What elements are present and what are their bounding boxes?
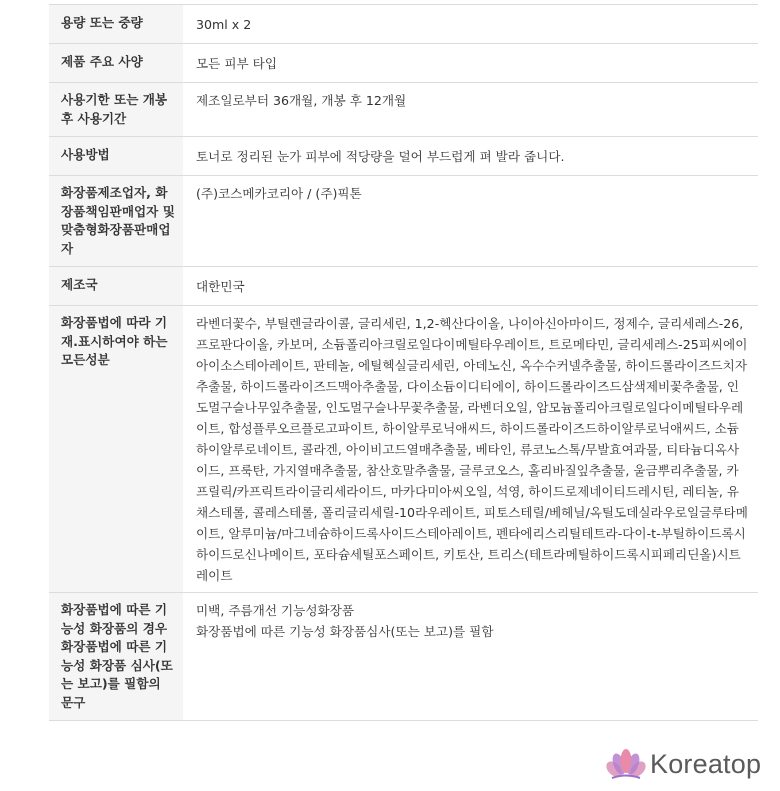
row-value xyxy=(183,5,758,43)
row-value xyxy=(183,593,758,720)
row-value xyxy=(183,137,758,175)
row-value-line: 모든 피부 타입 xyxy=(196,56,277,71)
table-row xyxy=(49,267,758,306)
row-value xyxy=(183,44,758,82)
row-value xyxy=(183,176,758,266)
product-info-table xyxy=(49,4,758,721)
row-label: 제조국 xyxy=(49,267,183,305)
lotus-icon xyxy=(606,747,646,781)
table-row xyxy=(49,306,758,593)
table-row xyxy=(49,83,758,137)
row-value-line: 미백, 주름개선 기능성화장품 xyxy=(196,603,354,618)
row-value-line: 30ml x 2 xyxy=(196,17,252,32)
row-label: 용량 또는 중량 xyxy=(49,5,183,43)
row-value xyxy=(183,267,758,305)
table-row xyxy=(49,137,758,176)
brand-name: Koreatop xyxy=(650,748,762,779)
table-row xyxy=(49,44,758,83)
row-value xyxy=(183,83,758,136)
row-value-line: 토너로 정리된 눈가 피부에 적당량을 덜어 부드럽게 펴 발라 줍니다. xyxy=(196,149,565,164)
table-row xyxy=(49,5,758,44)
row-label: 사용방법 xyxy=(49,137,183,175)
row-value-line: 라벤더꽃수, 부틸렌글라이콜, 글리세린, 1,2-헥산다이올, 나이아신아마이드, 정제수, 글리세레스-26, 프로판다이올, 카보머, 소듐폴리아크릴로일다이메틸타우레이트, 트로메타민, 글리세레스-25피씨에이아이소스테아레이트, 판테놀, 에틸헥실글리세린, 아데노신, 옥수수커넬추출물, 하이드롤라이즈드치자추출물, 하이드롤라이즈드맥아추출물, 다이소듐이디티에이, 하이드롤라이즈드삼색제비꽃추출물, 인도멀구슬나무잎추출물, 인도멀구슬나무꽃추출물, 라벤더오일, 암모늄폴리아크릴로일다이메틸타우레이트, 합성플루오르플로고파이트, 하이알루로닉애씨드, 하이드롤라이즈드하이알루로닉애씨드, 소듐하이알루로네이트, 콜라겐, 아이비고드열매추출물, 베타인, 류코노스톡/무발효여과물, 티타늄디옥사이드, 프룩탄, 가지열매추출물, 참산호말추출물, 글루코오스, 홀리바질잎추출물, 울금뿌리추출물, 카프릴릭/카프릭트라이글리세라이드, 마카다미아씨오일, 석영, 하이드로제네이티드레시틴, 레티놀, 유채스테롤, 콜레스테롤, 폴리글리세릴-10라우레이트, 피토스테릴/베헤닐/옥틸도데실라우로일글루타메이트, 알루미늄/마그네슘하이드록사이드스테아레이트, 펜타에리스리틸테트라-다이-t-부틸하이드록시하이드로신나메이트, 포타슘세틸포스페이트, 키토산, 트리스(테트라메틸하이드록시피페리딘올)시트레이트 xyxy=(196,316,748,583)
row-value-line: 화장품법에 따른 기능성 화장품심사(또는 보고)를 필함 xyxy=(196,624,494,639)
row-label: 제품 주요 사양 xyxy=(49,44,183,82)
row-value-line: (주)코스메카코리아 / (주)픽톤 xyxy=(196,186,362,201)
row-value-line: 제조일로부터 36개월, 개봉 후 12개월 xyxy=(196,93,407,108)
table-row xyxy=(49,593,758,721)
brand-logo xyxy=(606,747,761,781)
table-row xyxy=(49,176,758,267)
row-label: 화장품제조업자, 화장품책임판매업자 및 맞춤형화장품판매업자 xyxy=(49,176,183,266)
row-label: 사용기한 또는 개봉 후 사용기간 xyxy=(49,83,183,136)
row-value-line: 대한민국 xyxy=(196,279,245,294)
row-label: 화장품법에 따라 기재.표시하여야 하는 모든성분 xyxy=(49,306,183,592)
row-label: 화장품법에 따른 기능성 화장품의 경우 화장품법에 따른 기능성 화장품 심사(또는 보고)를 필함의 문구 xyxy=(49,593,183,720)
row-value xyxy=(183,306,758,592)
